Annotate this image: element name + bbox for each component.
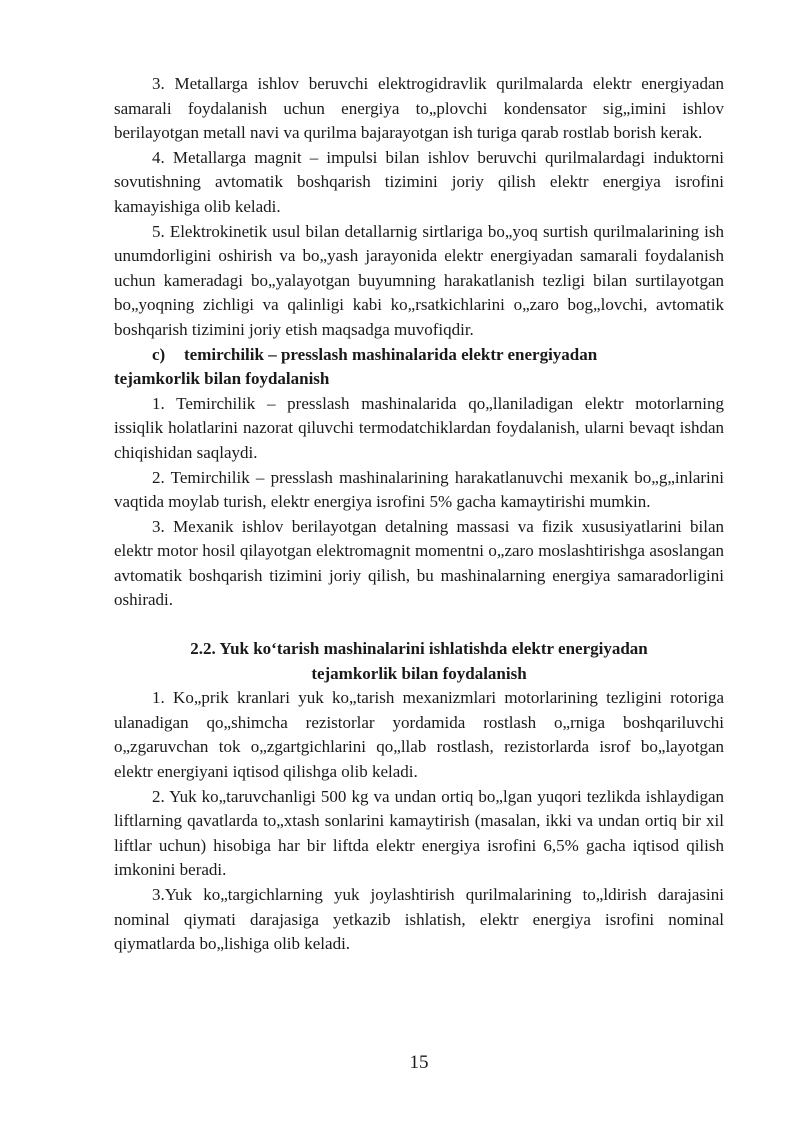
page-number: 15	[409, 1052, 429, 1073]
paragraph: 1. Ko„prik kranlari yuk ko„tarish mexanizmlari motorlarining tezligini rotoriga ulanadigan qo„shimcha rezistorlar yordamida rostlash o„rniga boshqariluvchi o„zgaruvchan tok o„zgartgichlarini qo„llab rostlash, rezistorlarda isrof bo„layotgan elektr energiyani iqtisod qilishga olib keladi.	[114, 688, 724, 782]
paragraph: 3. Metallarga ishlov beruvchi elektrogidravlik qurilmalarda elektr energiyadan samarali foydalanish uchun energiya to„plovchi kondensator sig„imini ishlov berilayotgan metall navi va qurilma bajarayotgan ish turiga qarab rostlab borish kerak.	[114, 74, 724, 143]
paragraph: 2. Yuk ko„taruvchanligi 500 kg va undan ortiq bo„lgan yuqori tezlikda ishlaydigan liftlarning qavatlarda to„xtash sonlarini kamaytirish (masalan, ikki va undan ortiq bir xil liftlar uchun) hisobiga har bir liftda elektr energiya isrofini 6,5% gacha iqtisod qilish imkonini beradi.	[114, 786, 724, 880]
section-title-line2: tejamkorlik bilan foydalanish	[311, 663, 527, 683]
subheading	[114, 343, 724, 392]
paragraph: 1. Temirchilik – presslash mashinalarida qo„llaniladigan elektr motorlarning issiqlik holatlarini nazorat qiluvchi termodatchiklardan foydalanish, ularni bevaqt ishdan chiqishidan saqlaydi.	[114, 393, 724, 462]
paragraph: 5. Elektrokinetik usul bilan detallarnig sirtlariga bo„yoq surtish qurilmalarining ish unumdorligini oshirish va bo„yash jarayonida elektr energiyadan samarali foydalanish uchun kameradagi bo„yalayotgan buyumning harakatlanish tezligi bilan surtilayotgan bo„yoqning zichligi va qalinligi kabi ko„rsatkichlarini o„zaro bog„lovchi, avtomatik boshqarish tizimini joriy etish maqsadga muvofiqdir.	[114, 221, 724, 339]
section-title-line1: 2.2. Yuk ko‘tarish mashinalarini ishlatishda elektr energiyadan	[190, 639, 648, 659]
paragraph: 3.Yuk ko„targichlarning yuk joylashtirish qurilmalarining to„ldirish darajasini nominal qiymati darajasiga yetkazib ishlatish, elektr energiya isrofini nominal qiymatlarda bo„lishiga olib keladi.	[114, 885, 724, 954]
subheading-line2: tejamkorlik bilan foydalanish	[114, 369, 330, 389]
paragraph: 2. Temirchilik – presslash mashinalarining harakatlanuvchi mexanik bo„g„inlarini vaqtida moylab turish, elektr energiya isrofini 5% gacha kamaytirishi mumkin.	[114, 467, 724, 512]
paragraph: 4. Metallarga magnit – impulsi bilan ishlov beruvchi qurilmalardagi induktorni sovutishning avtomatik boshqarish tizimini joriy qilish elektr energiya isrofini kamayishiga olib keladi.	[114, 147, 724, 216]
subheading-line1: temirchilik – presslash mashinalarida elektr energiyadan	[184, 344, 598, 364]
subheading-marker: c)	[152, 344, 166, 364]
section-title	[114, 637, 724, 686]
paragraph: 3. Mexanik ishlov berilayotgan detalning massasi va fizik xususiyatlarini bilan elektr motor hosil qilayotgan elektromagnit momentni o„zaro moslashtirishga asoslangan avtomatik boshqarish tizimini joriy qilish, bu mashinalarning energiya samaradorligini oshiradi.	[114, 516, 724, 610]
